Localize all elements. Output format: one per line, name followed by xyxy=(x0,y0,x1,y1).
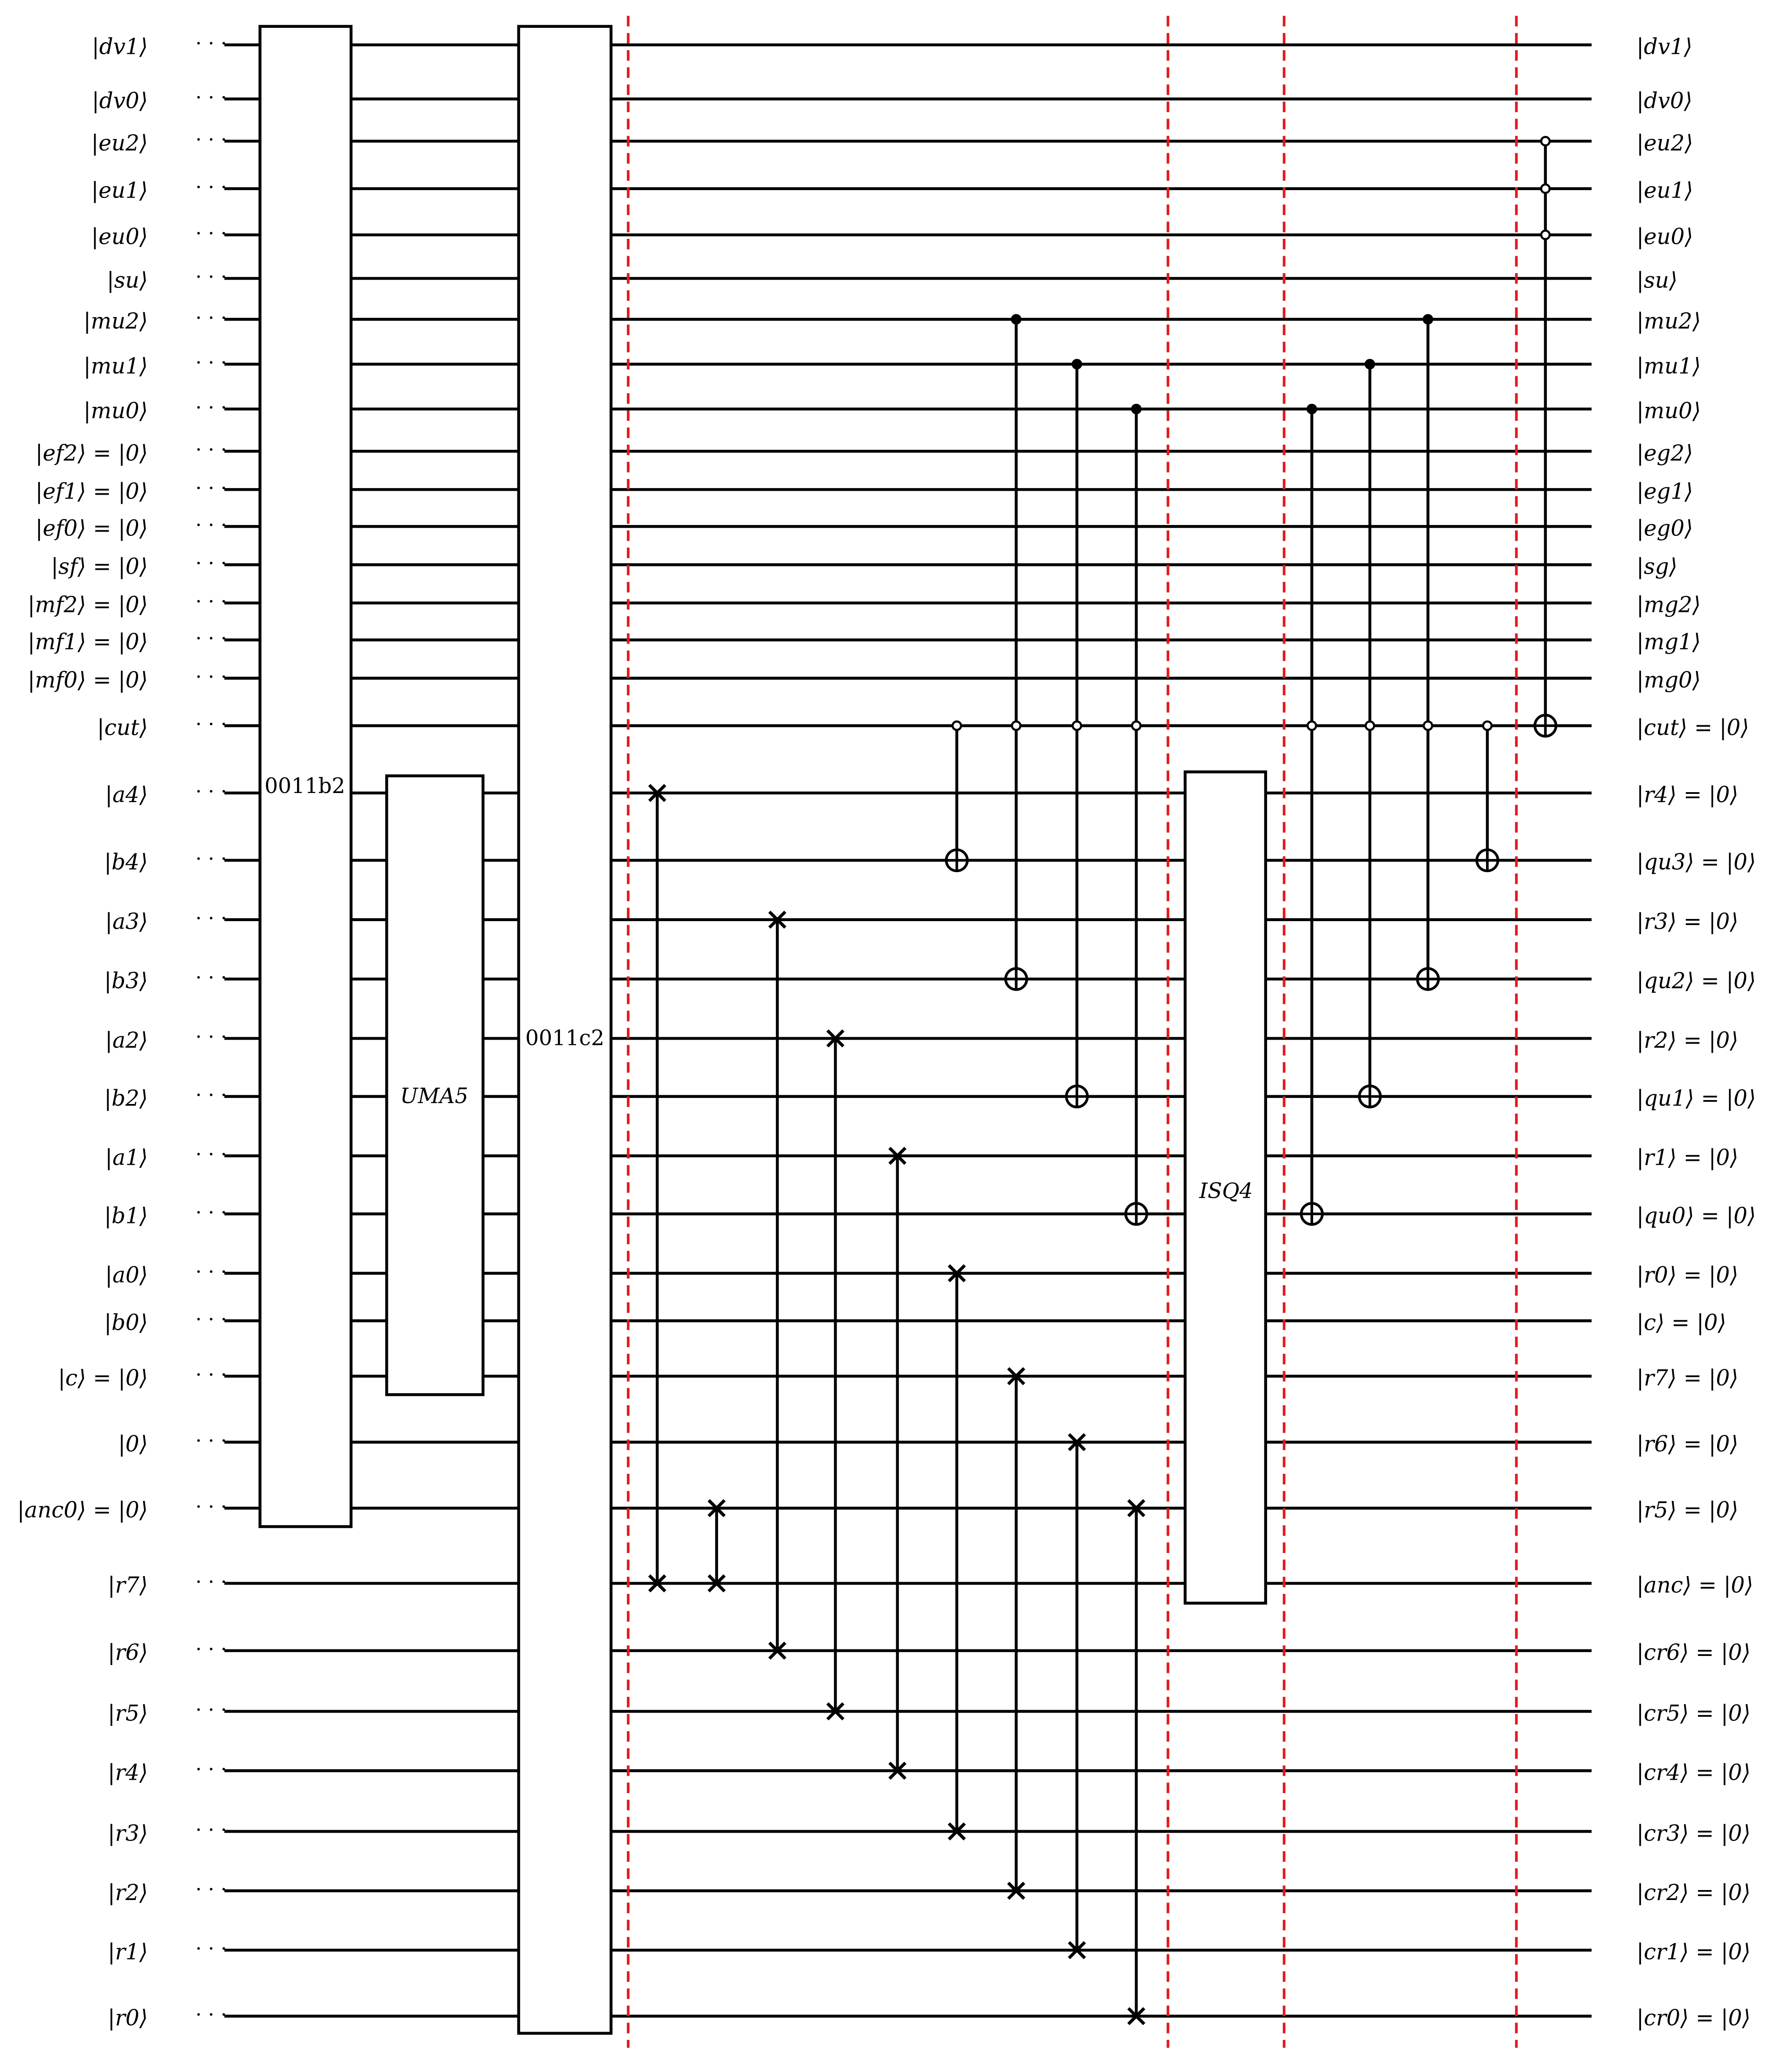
input-state-label: |0⟩ xyxy=(118,1431,148,1457)
open-control-dot-icon xyxy=(1424,721,1432,730)
output-state-label: |cr6⟩ = |0⟩ xyxy=(1636,1639,1751,1666)
continuation-dots: · · · xyxy=(195,351,227,374)
output-state-label: |mg0⟩ xyxy=(1636,667,1701,693)
target-xor-icon xyxy=(1535,715,1556,737)
open-control-dot-icon xyxy=(1541,231,1549,239)
output-state-label: |cr2⟩ = |0⟩ xyxy=(1636,1880,1751,1906)
input-state-label: |dv0⟩ xyxy=(92,88,148,114)
input-state-label: |mu0⟩ xyxy=(83,398,148,424)
continuation-dots: · · · xyxy=(195,1818,227,1842)
continuation-dots: · · · xyxy=(195,513,227,537)
continuation-dots: · · · xyxy=(195,175,227,199)
continuation-dots: · · · xyxy=(195,306,227,330)
continuation-dots: · · · xyxy=(195,590,227,613)
target-xor-icon xyxy=(1006,968,1027,990)
continuation-dots: · · · xyxy=(195,966,227,989)
output-state-label: |r7⟩ = |0⟩ xyxy=(1636,1365,1738,1391)
input-state-label: |a4⟩ xyxy=(105,782,148,808)
target-xor-icon xyxy=(1477,850,1498,871)
output-state-label: |eg1⟩ xyxy=(1636,478,1693,504)
target-xor-icon xyxy=(1359,1086,1380,1107)
input-state-label: |a3⟩ xyxy=(105,908,148,934)
open-control-dot-icon xyxy=(1541,185,1549,193)
output-state-label: |r1⟩ = |0⟩ xyxy=(1636,1144,1738,1170)
input-state-label: |b2⟩ xyxy=(104,1085,148,1111)
continuation-dots: · · · xyxy=(195,1429,227,1452)
output-state-label: |cr5⟩ = |0⟩ xyxy=(1636,1700,1751,1726)
input-state-label: |ef2⟩ = |0⟩ xyxy=(35,440,148,466)
input-state-label: |sf⟩ = |0⟩ xyxy=(51,553,148,579)
output-state-label: |mg2⟩ xyxy=(1636,592,1701,618)
block-isq4-label: ISQ4 xyxy=(1199,1179,1253,1203)
input-state-label: |c⟩ = |0⟩ xyxy=(58,1365,148,1391)
continuation-dots: · · · xyxy=(195,1758,227,1781)
input-state-label: |r2⟩ xyxy=(107,1880,148,1906)
continuation-dots: · · · xyxy=(195,552,227,575)
input-state-label: |cut⟩ xyxy=(97,714,148,740)
output-state-label: |dv1⟩ xyxy=(1636,33,1693,59)
target-xor-icon xyxy=(1301,1203,1323,1225)
input-state-label: |ef0⟩ = |0⟩ xyxy=(35,515,148,541)
block-0011b2-label: 0011b2 xyxy=(264,773,345,798)
control-dot-icon xyxy=(1307,405,1316,413)
open-control-dot-icon xyxy=(953,721,961,730)
continuation-dots: · · · xyxy=(195,1698,227,1722)
input-state-label: |mf1⟩ = |0⟩ xyxy=(27,628,148,654)
continuation-dots: · · · xyxy=(195,265,227,289)
input-state-label: |eu1⟩ xyxy=(91,177,148,203)
output-state-label: |c⟩ = |0⟩ xyxy=(1636,1309,1727,1335)
continuation-dots: · · · xyxy=(195,438,227,462)
input-state-label: |r4⟩ xyxy=(107,1759,148,1785)
continuation-dots: · · · xyxy=(195,1025,227,1049)
input-state-label: |dv1⟩ xyxy=(92,33,148,59)
output-state-label: |cr3⟩ = |0⟩ xyxy=(1636,1820,1751,1846)
continuation-dots: · · · xyxy=(195,476,227,500)
output-state-label: |cr1⟩ = |0⟩ xyxy=(1636,1939,1751,1965)
output-state-label: |eg0⟩ xyxy=(1636,515,1693,541)
continuation-dots: · · · xyxy=(195,32,227,55)
control-dot-icon xyxy=(1424,315,1432,324)
output-state-label: |mu0⟩ xyxy=(1636,398,1701,424)
input-state-label: |r3⟩ xyxy=(107,1820,148,1846)
output-state-label: |qu0⟩ = |0⟩ xyxy=(1636,1203,1756,1229)
block-uma5-label: UMA5 xyxy=(400,1084,468,1108)
open-control-dot-icon xyxy=(1012,721,1020,730)
output-state-label: |r2⟩ = |0⟩ xyxy=(1636,1027,1738,1053)
output-state-label: |r4⟩ = |0⟩ xyxy=(1636,782,1738,808)
output-state-label: |eu1⟩ xyxy=(1636,177,1693,203)
output-state-label: |r3⟩ = |0⟩ xyxy=(1636,908,1738,934)
input-state-label: |r1⟩ xyxy=(107,1939,148,1965)
output-state-label: |mu1⟩ xyxy=(1636,353,1701,379)
continuation-dots: · · · xyxy=(195,1260,227,1284)
open-control-dot-icon xyxy=(1366,721,1374,730)
continuation-dots: · · · xyxy=(195,1637,227,1661)
continuation-dots: · · · xyxy=(195,1495,227,1518)
target-xor-icon xyxy=(1066,1086,1088,1107)
continuation-dots: · · · xyxy=(195,627,227,650)
output-state-label: |dv0⟩ xyxy=(1636,88,1693,114)
continuation-dots: · · · xyxy=(195,1877,227,1901)
target-xor-icon xyxy=(1126,1203,1147,1225)
input-state-label: |r0⟩ xyxy=(107,2005,148,2031)
output-state-label: |r5⟩ = |0⟩ xyxy=(1636,1497,1738,1523)
output-state-label: |mg1⟩ xyxy=(1636,628,1701,654)
continuation-dots: · · · xyxy=(195,1363,227,1386)
continuation-dots: · · · xyxy=(195,86,227,109)
output-state-label: |qu2⟩ = |0⟩ xyxy=(1636,968,1756,994)
continuation-dots: · · · xyxy=(195,1570,227,1593)
input-state-label: |anc0⟩ = |0⟩ xyxy=(17,1497,148,1523)
input-state-label: |a2⟩ xyxy=(105,1027,148,1053)
continuation-dots: · · · xyxy=(195,665,227,688)
open-control-dot-icon xyxy=(1483,721,1491,730)
open-control-dot-icon xyxy=(1072,721,1081,730)
continuation-dots: · · · xyxy=(195,1143,227,1166)
output-state-label: |qu3⟩ = |0⟩ xyxy=(1636,849,1756,875)
output-state-label: |sg⟩ xyxy=(1636,553,1678,579)
output-state-label: |eg2⟩ xyxy=(1636,440,1693,466)
continuation-dots: · · · xyxy=(195,221,227,245)
continuation-dots: · · · xyxy=(195,2003,227,2026)
continuation-dots: · · · xyxy=(195,1201,227,1224)
control-dot-icon xyxy=(1012,315,1020,324)
input-state-label: |b0⟩ xyxy=(104,1309,148,1335)
continuation-dots: · · · xyxy=(195,713,227,736)
continuation-dots: · · · xyxy=(195,847,227,871)
output-state-label: |anc⟩ = |0⟩ xyxy=(1636,1572,1754,1598)
output-state-label: |cr0⟩ = |0⟩ xyxy=(1636,2005,1751,2031)
input-state-label: |ef1⟩ = |0⟩ xyxy=(35,478,148,504)
open-control-dot-icon xyxy=(1307,721,1316,730)
continuation-dots: · · · xyxy=(195,128,227,152)
open-control-dot-icon xyxy=(1541,137,1549,145)
input-state-label: |a0⟩ xyxy=(105,1262,148,1288)
input-state-label: |r7⟩ xyxy=(107,1572,148,1598)
output-state-label: |cut⟩ = |0⟩ xyxy=(1636,714,1749,740)
output-state-label: |r0⟩ = |0⟩ xyxy=(1636,1262,1738,1288)
control-dot-icon xyxy=(1072,360,1081,368)
target-xor-icon xyxy=(1417,968,1439,990)
input-state-label: |b4⟩ xyxy=(104,849,148,875)
output-state-label: |r6⟩ = |0⟩ xyxy=(1636,1431,1738,1457)
input-state-label: |su⟩ xyxy=(106,267,148,293)
open-control-dot-icon xyxy=(1132,721,1140,730)
output-state-label: |mu2⟩ xyxy=(1636,308,1701,334)
output-state-label: |eu2⟩ xyxy=(1636,130,1693,156)
input-state-label: |mf2⟩ = |0⟩ xyxy=(27,592,148,618)
input-state-label: |mf0⟩ = |0⟩ xyxy=(27,667,148,693)
output-state-label: |eu0⟩ xyxy=(1636,224,1693,250)
input-state-label: |a1⟩ xyxy=(105,1144,148,1170)
continuation-dots: · · · xyxy=(195,780,227,803)
input-state-label: |mu2⟩ xyxy=(83,308,148,334)
continuation-dots: · · · xyxy=(195,1937,227,1960)
input-state-label: |r6⟩ xyxy=(107,1639,148,1666)
output-state-label: |cr4⟩ = |0⟩ xyxy=(1636,1759,1751,1785)
block-0011c2-label: 0011c2 xyxy=(525,1026,605,1051)
continuation-dots: · · · xyxy=(195,396,227,419)
input-state-label: |b1⟩ xyxy=(104,1203,148,1229)
control-dot-icon xyxy=(1132,405,1140,413)
input-state-label: |eu2⟩ xyxy=(91,130,148,156)
input-state-label: |r5⟩ xyxy=(107,1700,148,1726)
output-state-label: |qu1⟩ = |0⟩ xyxy=(1636,1085,1756,1111)
control-dot-icon xyxy=(1366,360,1374,368)
continuation-dots: · · · xyxy=(195,1083,227,1107)
input-state-label: |mu1⟩ xyxy=(83,353,148,379)
continuation-dots: · · · xyxy=(195,906,227,930)
output-state-label: |su⟩ xyxy=(1636,267,1678,293)
input-state-label: |b3⟩ xyxy=(104,968,148,994)
target-xor-icon xyxy=(946,850,967,871)
continuation-dots: · · · xyxy=(195,1308,227,1331)
input-state-label: |eu0⟩ xyxy=(91,224,148,250)
